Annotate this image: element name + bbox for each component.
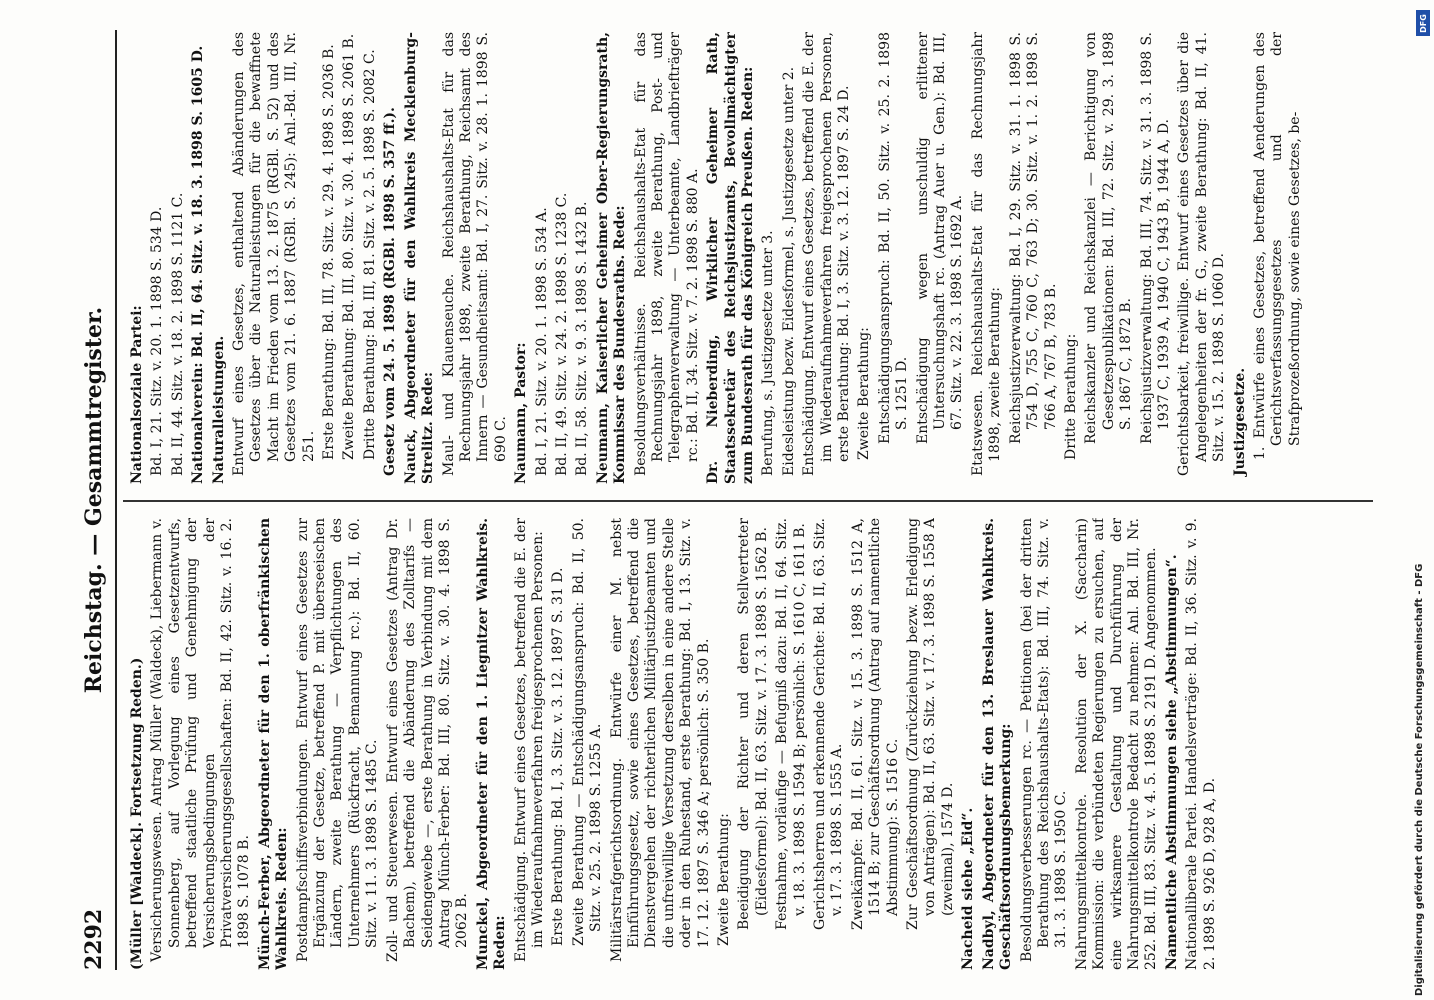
entry-reichskanzler: Reichskanzler und Reichskanzlei — Berichtigung von Gesetzespublikationen: Bd. III, 72. Sitz. v. 29. 3. 1898 S. 1867 C, 1872 B. <box>1083 32 1135 444</box>
entry-nl-erste-berathung: Erste Berathung: Bd. III, 78. Sitz. v. 29. 4. 1898 S. 2036 B. <box>321 44 338 460</box>
entry-justizgesetze-1: 1. Entwürfe eines Gesetzes, betreffend Aenderungen des Gerichtsverfassungsgesetzes und der Strafprozeßordnung, sowie eines Gesetzes, be- <box>1251 32 1303 460</box>
entry-ns-ref-2: Bd. II, 44. Sitz. v. 18. 2. 1898 S. 1121 C. <box>169 192 186 476</box>
entry-besoldungsverhaeltnisse: Besoldungsverhältnisse. Reichshaushalts-Etat für das Rechnungsjahr 1898, zweite Berathung, Post- und Telegraphenverwaltung — Unterbeamte, Landbriefträger rc.: Bd. II, 34. Sitz. v. 7. 2. 1898 S. 880 A. <box>632 32 701 476</box>
entry-berufung: Berufung, s. Justizgesetze unter 3. <box>760 230 777 476</box>
entry-nauck: Nauck, Abgeordneter für den Wahlkreis Mecklenburg-Strelitz. Rede: <box>402 32 437 484</box>
left-column <box>129 518 1369 970</box>
entry-nl-zweite-berathung: Zweite Berathung: Bd. III, 80. Sitz. v. 30. 4. 1898 S. 2061 B. <box>341 33 358 460</box>
entry-gerichtsbarkeit: Gerichtsbarkeit, freiwillige. Entwurf eines Gesetzes über die Angelegenheiten der fr. G., zweite Berathung: Bd. II, 41. Sitz. v. 15. 2. 1898 S. 1060 D. <box>1176 32 1228 476</box>
entry-reichsjustizverwaltung-2: Reichsjustizverwaltung: Bd. III, 74. Sitz. v. 31. 3. 1898 S. 1937 C, 1939 A, 1940 C, 1943 B, 1944 A, D. <box>1138 32 1172 444</box>
digitization-credit: Digitalisierung gefördert durch die Deutsche Forschungsgemeinschaft - DFG <box>1414 563 1425 996</box>
entry-entschaedigungsanspruch: Entschädigungsanspruch: Bd. II, 50. Sitz. v. 25. 2. 1898 S. 1251 D. <box>876 32 911 444</box>
entry-naturalleistungen: Naturalleistungen. <box>210 335 227 484</box>
entry-naumann-ref-1: Bd. I, 21. Sitz. v. 20. 1. 1898 S. 534 A. <box>533 207 550 476</box>
entry-erste-berathung: Erste Berathung: Bd. I, 3. Sitz. v. 3. 12. 1897 S. 31 D. <box>550 567 567 946</box>
entry-naumann-ref-2: Bd. II, 49. Sitz. v. 24. 2. 1898 S. 1238 C. <box>553 192 570 476</box>
entry-naumann-ref-3: Bd. II, 58. Sitz. v. 9. 3. 1898 S. 1432 B. <box>574 201 591 476</box>
register-page <box>77 30 1377 970</box>
entry-namentliche-abstimmungen: Namentliche Abstimmungen siehe „Abstimmungen“. <box>1163 554 1180 970</box>
entry-nadbyl: Nadbyl, Abgeordneter für den 13. Breslauer Wahlkreis. Geschäftsordnungsbemerkung: <box>980 518 1015 970</box>
entry-festnahme: Festnahme, vorläufige — Befugniß dazu: Bd. II, 64. Sitz. v. 18. 3. 1898 S. 1594 B; persönlich: S. 1610 C, 1611 B. <box>774 518 808 930</box>
header-rule <box>115 30 117 970</box>
entry-muench-ferber: Münch-Ferber, Abgeordneter für den 1. oberfränkischen Wahlkreis. Reden: <box>256 518 291 970</box>
entry-nl-gesetz: Gesetz vom 24. 5. 1898 (RGBl. 1898 S. 357 ff.). <box>382 107 399 476</box>
entry-dritte-berathung: Dritte Berathung: <box>1062 333 1079 460</box>
dfg-logo-text: DFG <box>1418 13 1428 33</box>
entry-naturalleistungen-entwurf: Entwurf eines Gesetzes, enthaltend Abänderungen des Gesetzes über die Naturalleistungen für die bewaffnete Macht im Frieden vom 13. 2. 1875 (RGBl. S. 52) und des Gesetzes vom 21. 6. 1887 (RGBl. S. 245): Anl.-Bd. III, Nr. 251. <box>231 32 317 476</box>
entry-nieberding: Dr. Nieberding, Wirklicher Geheimer Rath, Staatssekretär des Reichsjustizamts, Bevollmächtigter zum Bundesrath für das Königreich Preußen. Reden: <box>705 32 756 484</box>
entry-justizgesetze: Justizgesetze. <box>1231 367 1248 476</box>
entry-etatswesen: Etatswesen. Reichshaushalts-Etat für das Rechnungsjahr 1898, zweite Berathung: <box>969 32 1004 476</box>
entry-zoll-steuerwesen: Zoll- und Steuerwesen. Entwurf eines Gesetzes (Antrag Dr. Bachem), betreffend die Abänderung des Zolltarifs — Seidengewebe —, erste Berathung in Verbindung mit dem Antrag Münch-Ferber: Bd. III, 80. Sitz. v. 30. 4. 1898 S. 2062 B. <box>384 518 471 962</box>
entry-reichsjustizverwaltung-1: Reichsjustizverwaltung: Bd. I, 29. Sitz. v. 31. 1. 1898 S. 754 D, 755 C, 760 C, 763 D; 30. Sitz. v. 1. 2. 1898 S. 766 A, 767 B, 783 B. <box>1007 32 1059 444</box>
right-column <box>129 32 1369 484</box>
entry-nb-zweite-berathung: Zweite Berathung: <box>856 327 873 460</box>
entry-zweite-berathung: Zweite Berathung — Entschädigungsanspruch: Bd. II, 50. Sitz. v. 25. 2. 1898 S. 1255 A. <box>570 518 605 946</box>
entry-nl-dritte-berathung: Dritte Berathung: Bd. III, 81. Sitz. v. 2. 5. 1898 S. 2082 C. <box>361 49 378 460</box>
entry-neumann: Neumann, Kaiserlicher Geheimer Ober-Regierungsrath, Kommissar des Bundesraths. Rede: <box>594 32 629 484</box>
entry-zweite-berathung-heading: Zweite Berathung: <box>716 813 732 946</box>
entry-ns-ref-1: Bd. I, 21. Sitz. v. 20. 1. 1898 S. 534 D. <box>149 206 166 476</box>
entry-nationalliberale-partei: Nationalliberale Partei. Handelsverträge: Bd. II, 36. Sitz. v. 9. 2. 1898 S. 926 D, 928 A, D. <box>1184 518 1218 970</box>
entry-munckel: Munckel, Abgeordneter für den 1. Liegnitzer Wahlkreis. Reden: <box>474 518 509 970</box>
entry-nb-entschaedigung: Entschädigung. Entwurf eines Gesetzes, betreffend die E. der im Wiederaufnahmeverfahren freigesprochenen Personen, erste Berathung: Bd. I, 3. Sitz. v. 3. 12. 1897 S. 24 D. <box>801 32 853 476</box>
column-divider <box>123 500 1373 502</box>
entry-nationalverein: Nationalverein: Bd. II, 64. Sitz. v. 18. 3. 1898 S. 1605 D. <box>190 45 207 484</box>
entry-maul-klauenseuche: Maul- und Klauenseuche. Reichshaushalts-Etat für das Rechnungsjahr 1898, zweite Berathung, Reichsamt des Innern — Gesundheitsamt: Bd. I, 27. Sitz. v. 28. 1. 1898 S. 690 C. <box>440 32 509 476</box>
entry-nacheid: Nacheid siehe „Eid“. <box>960 807 977 970</box>
entry-naumann: Naumann, Pastor: <box>513 342 530 484</box>
page-header <box>77 30 117 970</box>
entry-gerichtsherren: Gerichtsherren und erkennende Gerichte: Bd. II, 63. Sitz. v. 17. 3. 1898 S. 1555 A. <box>812 518 846 930</box>
entry-entschaedigung: Entschädigung. Entwurf eines Gesetzes, betreffend die E. der im Wiederaufnahmeverfahren freigesprochenen Personen: <box>512 518 546 962</box>
entry-besoldungsverbesserungen: Besoldungsverbesserungen rc. — Petitionen (bei der dritten Berathung des Reichshaushalts-Etats): Bd. III, 74. Sitz. v. 31. 3. 1898 S. 1950 C. <box>1018 518 1070 962</box>
entry-beeidigung: Beeidigung der Richter und deren Stellvertreter (Eidesformel): Bd. II, 63. Sitz. v. 17. 3. 1898 S. 1562 B. <box>736 518 770 930</box>
entry-continuation: (Müller [Waldeck]. Fortsetzung Reden.) <box>129 657 145 970</box>
entry-eidesleistung: Eidesleistung bezw. Eidesformel, s. Justizgesetze unter 2. <box>780 66 797 476</box>
page-number: 2292 <box>81 908 107 970</box>
entry-postdampfschiff: Postdampfschiffsverbindungen. Entwurf eines Gesetzes zur Ergänzung der Gesetze, betreffend P. mit überseeischen Ländern, zweite Berathung — Verpflichtungen des Unternehmers (Rückfracht, Bemannung rc.): Bd. II, 60. Sitz. v. 11. 3. 1898 S. 1485 C. <box>294 518 381 962</box>
entry-nahrungsmittelkontrole: Nahrungsmittelkontrole. Resolution der X. (Saccharin) Kommission: die verbündeten Regierungen zu ersuchen, auf eine wirksamere Gestaltung und Durchführung der Nahrungsmittelkontrole Bedacht zu nehmen: Anl. Bd. III, Nr. 252. Bd. III, 83. Sitz. v. 4. 5. 1898 S. 2191 D. Angenommen. <box>1073 518 1160 970</box>
entry-geschaeftsordnung: Zur Geschäftsordnung (Zurückziehung bezw. Erledigung von Anträgen): Bd. II, 63. Sitz. v. 17. 3. 1898 S. 1558 A (zweimal), 1574 D. <box>905 518 956 930</box>
entry-militaerstrafgerichtsordnung: Militärstrafgerichtsordnung. Entwürfe einer M. nebst Einführungsgesetz, sowie eines Gesetzes, betreffend die Dienstvergehen der richterlichen Militärjustizbeamten und die unfreiwillige Versetzung derselben in eine andere Stelle oder in den Ruhestand, erste Berathung: Bd. I, 13. Sitz. v. 17. 12. 1897 S. 346 A; persönlich: S. 350 B. <box>608 518 712 962</box>
entry-untersuchungshaft: Entschädigung wegen unschuldig erlittener Untersuchungshaft rc. (Antrag Auer u. Gen.): Bd. III, 67. Sitz. v. 22. 3. 1898 S. 1692 A. <box>914 32 966 444</box>
running-title: Reichstag. — Gesammtregister. <box>81 306 107 694</box>
entry-versicherungswesen: Versicherungswesen. Antrag Müller (Waldeck), Liebermann v. Sonnenberg, auf Vorlegung eines Gesetzentwurfs, betreffend staatliche Prüfung und Genehmigung der Versicherungsbedingungen der Privatversicherungsgesellschaften: Bd. II, 42. Sitz. v. 16. 2. 1898 S. 1078 B. <box>149 518 253 962</box>
entry-zweikaempfe: Zweikämpfe: Bd. II, 61. Sitz. v. 15. 3. 1898 S. 1512 A, 1514 B; zur Geschäftsordnung (Antrag auf namentliche Abstimmung): S. 1516 C. <box>849 518 901 930</box>
entry-nationalsoziale-partei: Nationalsoziale Partei: <box>129 305 145 484</box>
